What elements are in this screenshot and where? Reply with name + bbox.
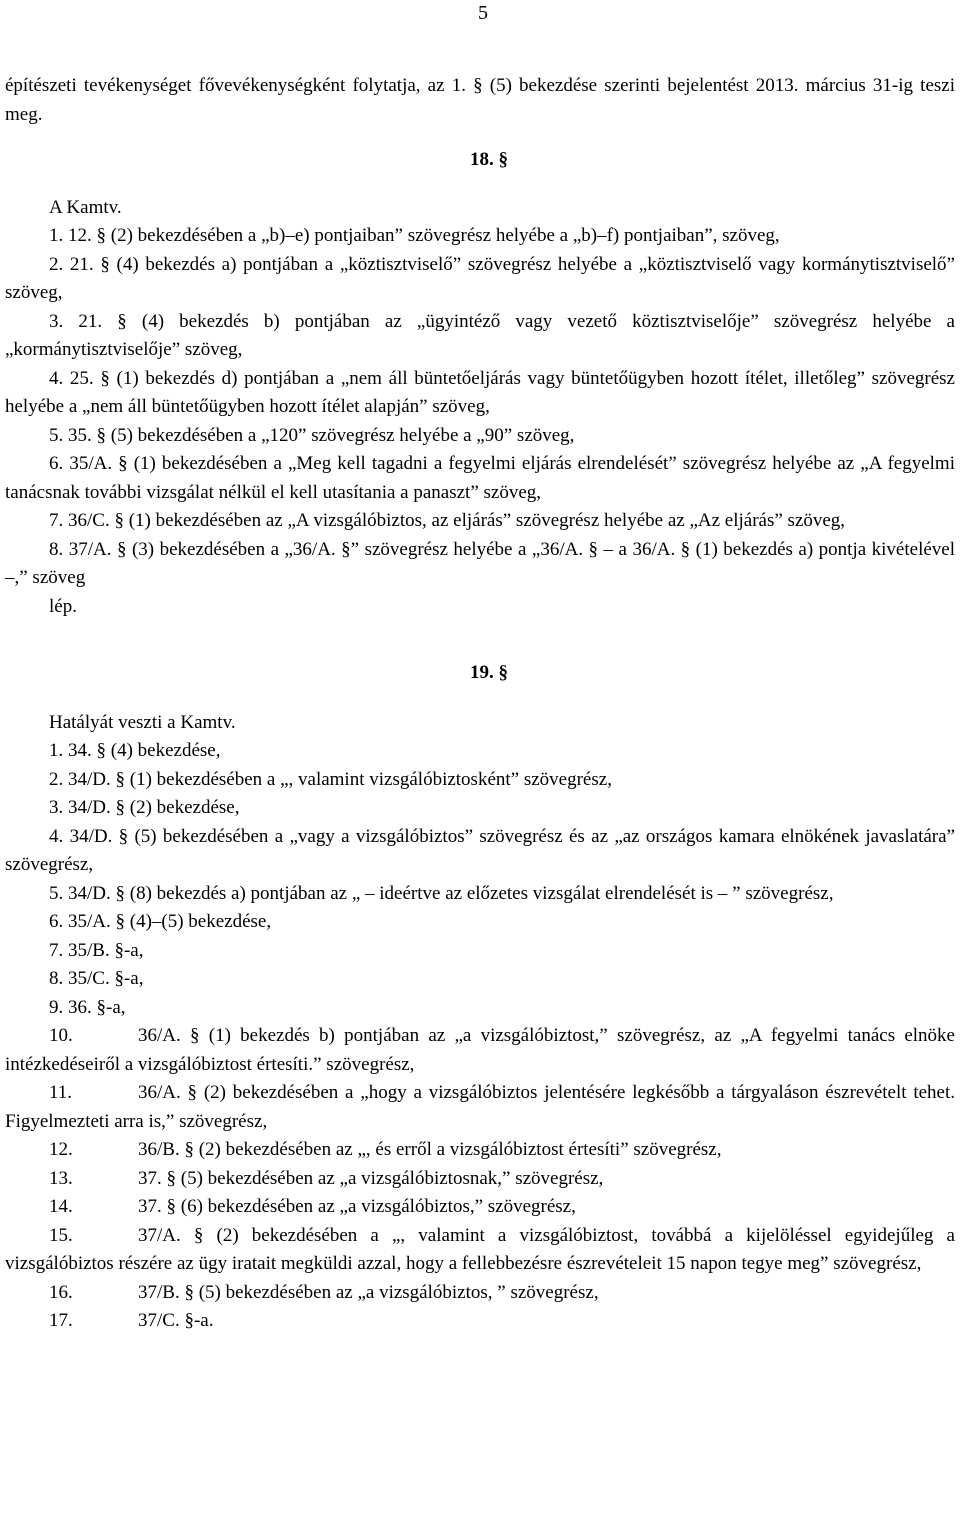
list-item-number: 17. <box>49 1310 73 1331</box>
list-item <box>5 1307 955 1336</box>
section-18-heading: 18. § <box>470 149 508 170</box>
section-19-list-short <box>5 737 955 1022</box>
section-18-list <box>5 222 955 593</box>
list-item-text: 37. § (5) bekezdésében az „a vizsgálóbiztosnak,” szövegrész, <box>138 1167 604 1189</box>
list-item: 8. 37/A. § (3) bekezdésében a „36/A. §” szövegrész helyébe a „36/A. § – a 36/A. § (1) bekezdés a) pontja kivételével –,” szöveg <box>5 538 955 588</box>
list-item: 4. 34/D. § (5) bekezdésében a „vagy a vizsgálóbiztos” szövegrész és az „az országos kamara elnökének javaslatára” szövegrész, <box>5 825 955 875</box>
list-item <box>5 1279 955 1308</box>
list-item-text: 36/B. § (2) bekezdésében az „, és erről a vizsgálóbiztost értesíti” szövegrész, <box>138 1139 722 1160</box>
list-item <box>5 1193 955 1222</box>
list-item: 6. 35/A. § (4)–(5) bekezdése, <box>49 911 272 932</box>
list-item: 8. 35/C. §-a, <box>49 968 144 989</box>
list-item: 4. 25. § (1) bekezdés d) pontjában a „nem áll büntetőeljárás vagy büntetőügyben hozott ítélet, illetőleg” szövegrész helyébe a „nem áll büntetőügyben hozott ítélet alapján” szöveg, <box>5 367 955 417</box>
list-item <box>5 1079 955 1136</box>
list-item-number: 13. <box>49 1167 73 1189</box>
list-item <box>5 1136 955 1165</box>
list-item: 5. 34/D. § (8) bekezdés a) pontjában az „ – ideértve az előzetes vizsgálat elrendelését is – ” szövegrész, <box>49 882 834 904</box>
list-item-text: 36/A. § (1) bekezdés b) pontjában az „a vizsgálóbiztost,” szövegrész, az „A fegyelmi tanács elnöke intézkedéseiről a vizsgálóbiztost értesíti.” szövegrész, <box>5 1025 955 1075</box>
list-item <box>5 1022 955 1079</box>
list-item: 2. 21. § (4) bekezdés a) pontjában a „köztisztviselő” szövegrész helyébe a „köztisztviselő vagy kormánytisztviselő” szöveg, <box>5 253 955 303</box>
list-item-number: 14. <box>49 1196 73 1217</box>
section-19-list-long <box>5 1022 955 1336</box>
intro-paragraph: építészeti tevékenységet fővevékenységként folytatja, az 1. § (5) bekezdése szerinti bejelentést 2013. március 31-ig teszi meg. <box>5 75 955 125</box>
section-19-lead: Hatályát veszti a Kamtv. <box>49 711 236 733</box>
list-item: 3. 21. § (4) bekezdés b) pontjában az „ügyintéző vagy vezető köztisztviselője” szövegrész helyébe a „kormánytisztviselője” szöveg, <box>5 310 955 360</box>
list-item: 3. 34/D. § (2) bekezdése, <box>49 797 240 818</box>
list-item: 7. 35/B. §-a, <box>49 939 144 961</box>
list-item: 1. 34. § (4) bekezdése, <box>49 740 221 761</box>
list-item-number: 12. <box>49 1139 73 1160</box>
list-item: 1. 12. § (2) bekezdésében a „b)–e) pontjaiban” szövegrész helyébe a „b)–f) pontjaiban”, szöveg, <box>49 225 780 246</box>
list-item: 9. 36. §-a, <box>49 996 126 1018</box>
list-item-number: 10. <box>49 1025 73 1046</box>
list-item-number: 16. <box>49 1281 73 1303</box>
list-item-text: 37. § (6) bekezdésében az „a vizsgálóbiztos,” szövegrész, <box>138 1196 576 1217</box>
section-18-lead: A Kamtv. <box>49 196 122 218</box>
section-18-closing: lép. <box>49 595 77 617</box>
list-item-number: 11. <box>49 1082 73 1103</box>
list-item: 5. 35. § (5) bekezdésében a „120” szövegrész helyébe a „90” szöveg, <box>49 424 575 446</box>
list-item: 6. 35/A. § (1) bekezdésében a „Meg kell tagadni a fegyelmi eljárás elrendelését” szövegrész helyébe az „A fegyelmi tanácsnak további vizsgálat nélkül el kell utasítania a panaszt” szöveg, <box>5 453 955 503</box>
list-item-text: 36/A. § (2) bekezdésében a „hogy a vizsgálóbiztos jelentésére legkésőbb a tárgyaláson észrevételt tehet. Figyelmezteti arra is,” szövegrész, <box>5 1082 955 1132</box>
list-item-number: 15. <box>49 1224 73 1246</box>
list-item: 2. 34/D. § (1) bekezdésében a „, valamint vizsgálóbiztosként” szövegrész, <box>49 768 612 790</box>
list-item <box>5 1165 955 1194</box>
list-item-text: 37/B. § (5) bekezdésében az „a vizsgálóbiztos, ” szövegrész, <box>138 1281 599 1303</box>
document-body <box>5 72 955 1336</box>
page-number: 5 <box>478 2 488 24</box>
section-19-heading: 19. § <box>470 662 508 683</box>
list-item-text: 37/A. § (2) bekezdésében a „, valamint a vizsgálóbiztost, továbbá a kijelöléssel egyidejűleg a vizsgálóbiztos részére az ügy iratait megküldi azzal, hogy a fellebbezésre észrevételeit 15 napon tegye meg” szövegrész, <box>5 1224 955 1274</box>
list-item: 7. 36/C. § (1) bekezdésében az „A vizsgálóbiztos, az eljárás” szövegrész helyébe az „Az eljárás” szöveg, <box>49 510 846 531</box>
list-item <box>5 1222 955 1279</box>
list-item-text: 37/C. §-a. <box>138 1310 214 1331</box>
